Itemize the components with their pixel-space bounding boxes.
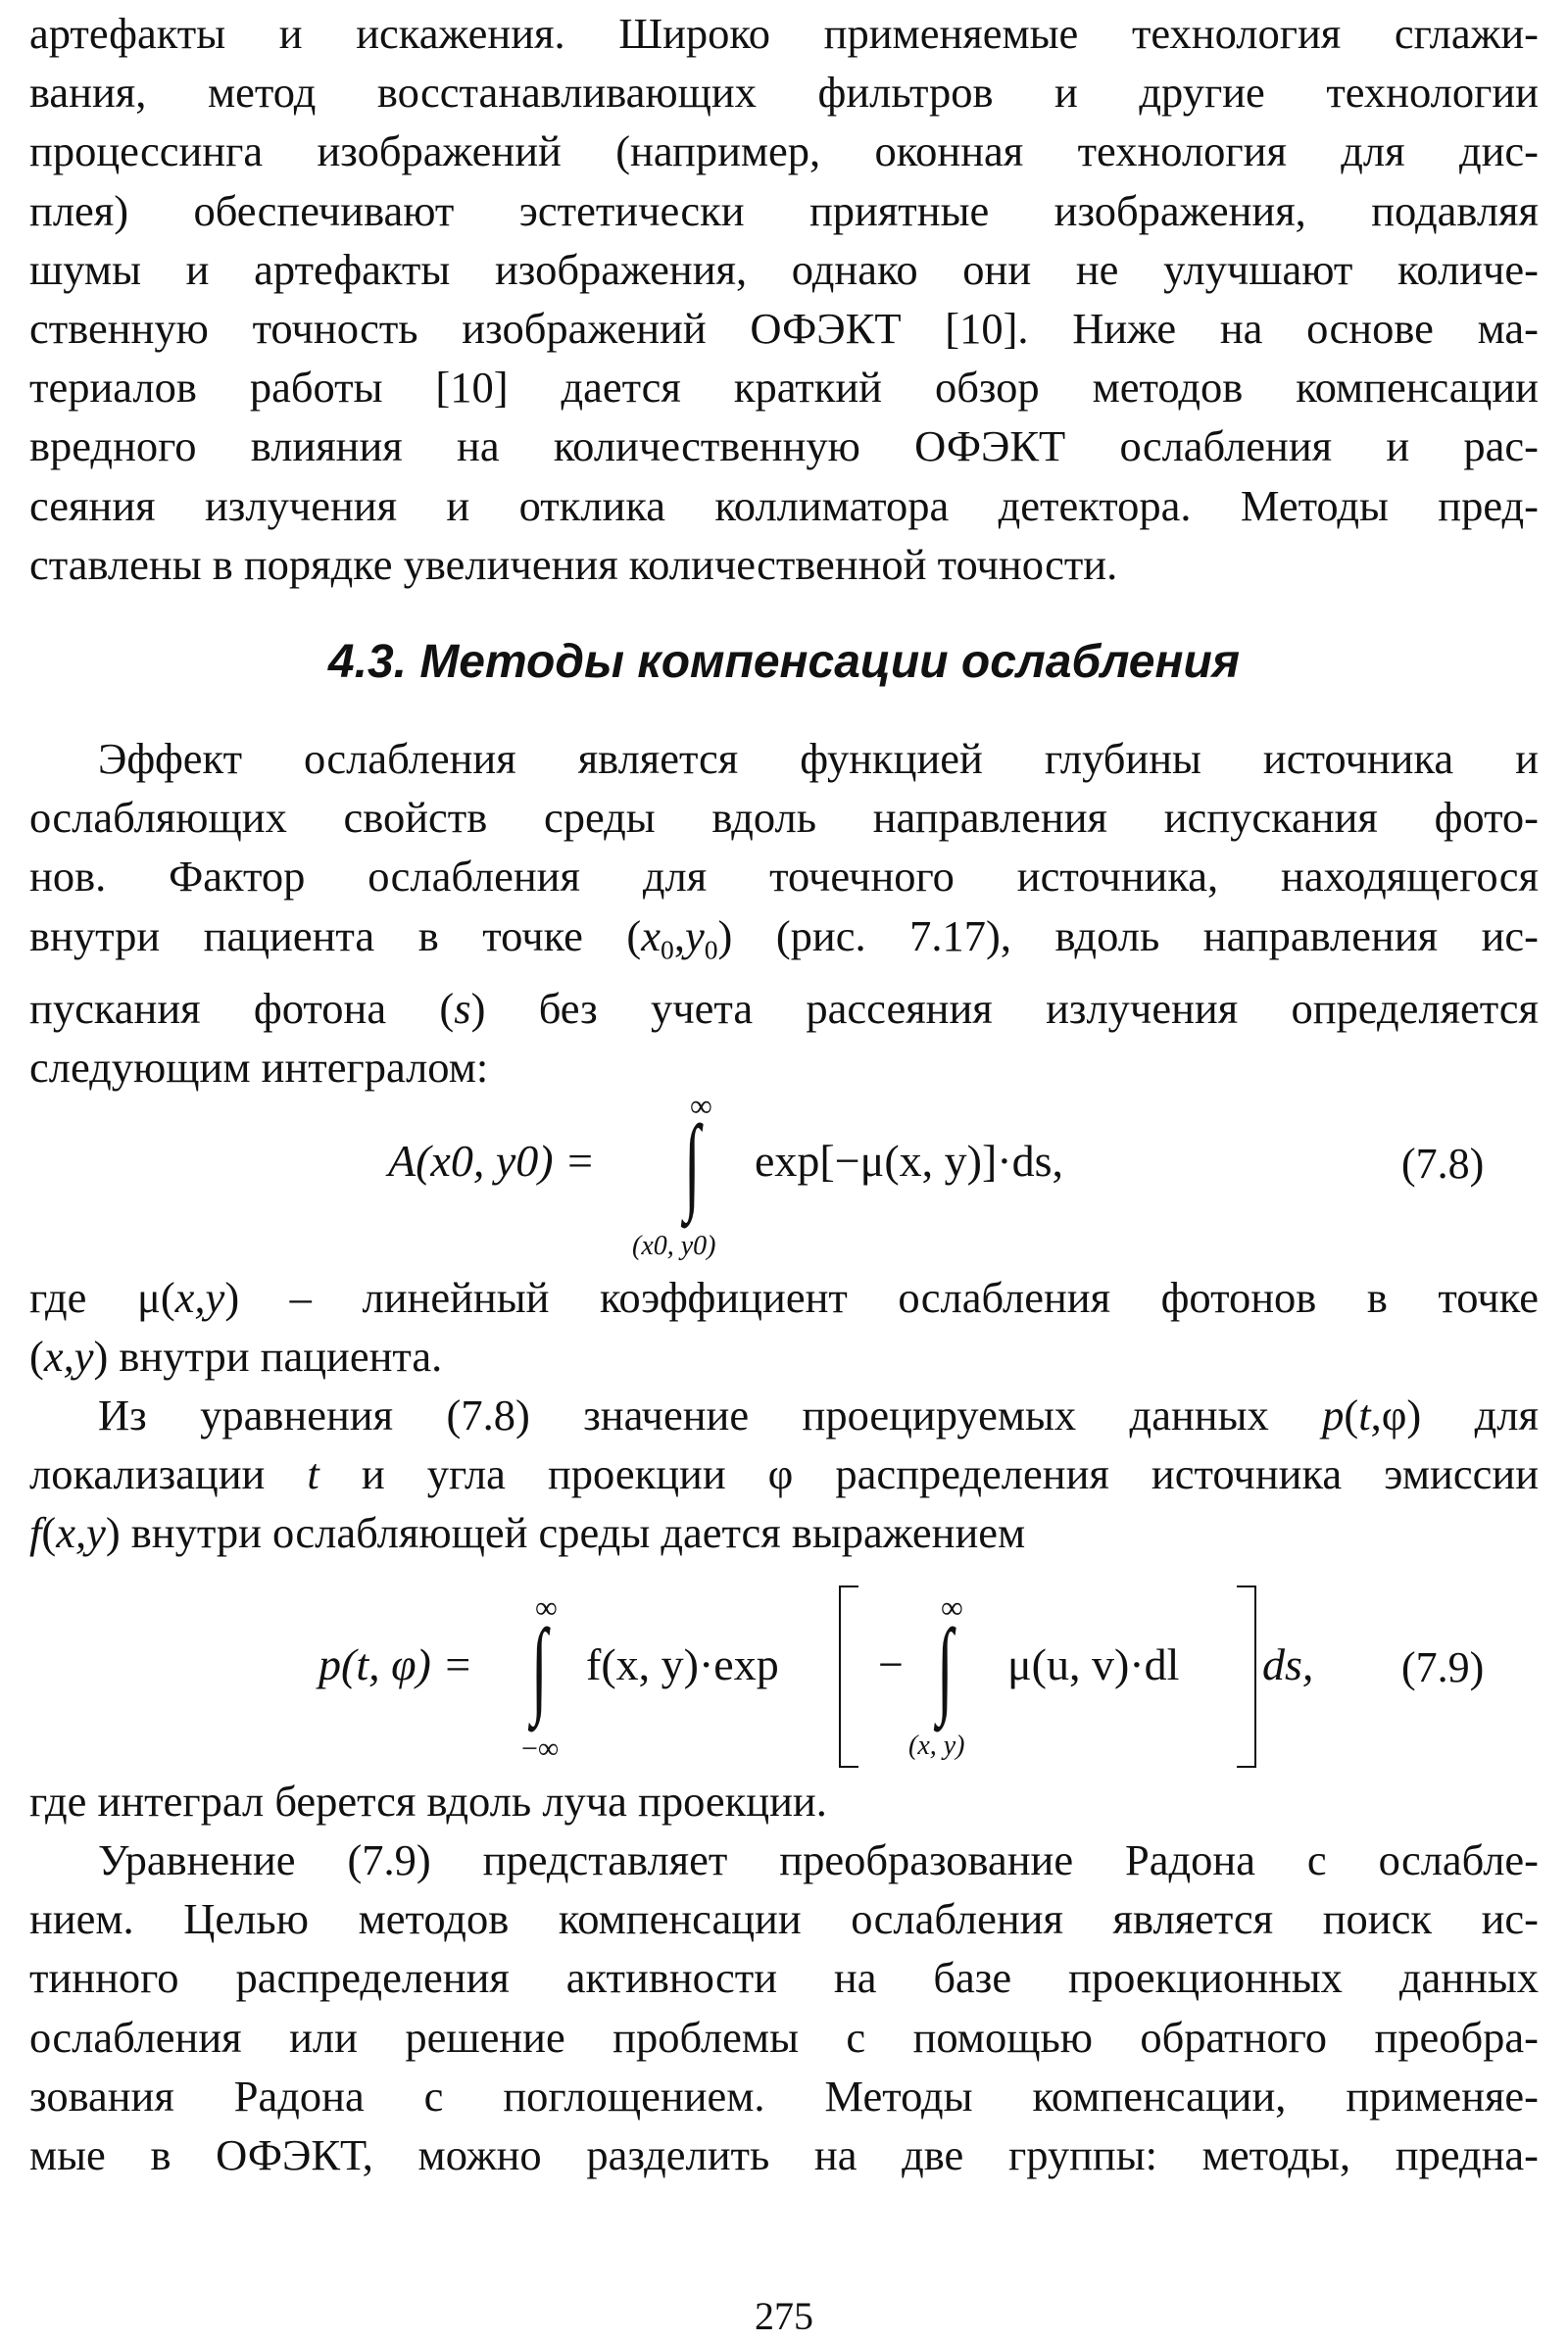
equation-lhs: A(x0, y0) = (388, 1136, 596, 1186)
integral-sign: ∫ (531, 1607, 548, 1727)
paragraph-integral-note (29, 1772, 1539, 1830)
text-line (29, 906, 1539, 979)
text-line: следующим интегралом: (29, 1043, 489, 1093)
equation-7-8 (29, 1088, 1539, 1274)
inner-integrand: μ(u, v)·dl (1007, 1639, 1180, 1689)
text-line: Уравнение (7.9) представляет преобразование Радона с ослабле- (98, 1835, 1539, 1884)
variable: f (29, 1508, 42, 1558)
text-segment: ( (29, 1332, 44, 1382)
text-line: плея) обеспечивают эстетически приятные изображения, подавляя (29, 185, 1539, 235)
variable: x,y (174, 1273, 225, 1322)
text-line: вания, метод восстанавливающих фильтров и другие технологии (29, 68, 1539, 118)
equation-7-9 (29, 1568, 1539, 1764)
intro-paragraph (29, 4, 1539, 594)
variable: x,y (56, 1508, 106, 1558)
text-line: ственную точность изображений ОФЭКТ [10]. Ниже на основе ма- (29, 304, 1539, 354)
text-line: f(x,y) внутри ослабляющей среды дается выражением (29, 1508, 1026, 1558)
text-segment: ) без учета рассеяния излучения определяется (470, 984, 1539, 1034)
variable: x (641, 910, 662, 960)
integral-lower-limit: (x0, y0) (632, 1231, 716, 1261)
text-segment: где μ( (29, 1273, 175, 1322)
minus-sign: − (878, 1639, 904, 1689)
text-line: артефакты и искажения. Широко применяемые технология сглажи- (29, 9, 1539, 58)
text-line: сеяния излучения и отклика коллиматора детектора. Методы пред- (29, 480, 1539, 530)
integral-lower-limit: −∞ (521, 1732, 560, 1765)
inner-integral-upper-limit: ∞ (941, 1589, 963, 1625)
text-segment: локализации (29, 1449, 308, 1499)
text-segment: пускания фотона ( (29, 984, 455, 1034)
subscript: 0 (704, 933, 718, 964)
text-line: ослабления или решение проблемы с помощью обратного преобра- (29, 2012, 1539, 2062)
left-bracket (839, 1586, 858, 1768)
text-line: мые в ОФЭКТ, можно разделить на две группы: методы, предна- (29, 2130, 1539, 2180)
text-line: тинного распределения активности на базе проекционных данных (29, 1953, 1539, 2003)
variable: y (684, 910, 705, 960)
text-segment: , (673, 910, 685, 960)
text-segment: внутри пациента в точке ( (29, 910, 642, 960)
text-segment: ,φ) для (1370, 1391, 1539, 1439)
text-line: процессинга изображений (например, оконная технология для дис- (29, 126, 1539, 176)
equation-integrand: exp[−μ(x, y)]·ds, (755, 1136, 1064, 1186)
variable: t (307, 1449, 319, 1499)
variable: x,y (43, 1332, 94, 1382)
text-segment: Из уравнения (7.8) значение проецируемых данных (98, 1391, 1323, 1439)
text-line (29, 979, 1539, 1038)
text-segment: ) (рис. 7.17), вдоль направления ис- (717, 910, 1539, 960)
paragraph-attenuation-effect (29, 729, 1539, 1097)
integral-sign: ∫ (684, 1103, 701, 1223)
text-line (29, 1327, 1539, 1386)
variable: t (1358, 1391, 1371, 1439)
document-page (29, 0, 1539, 2342)
text-line: ставлены в порядке увеличения количественной точности. (29, 539, 1118, 589)
paragraph-projection-data (29, 1386, 1539, 1563)
integral-upper-limit: ∞ (535, 1589, 558, 1625)
text-line: шумы и артефакты изображения, однако они не улучшают количе- (29, 244, 1539, 294)
inner-integral-sign: ∫ (937, 1607, 954, 1727)
subscript: 0 (661, 933, 674, 964)
text-segment: и угла проекции φ распределения источника эмиссии (318, 1449, 1540, 1499)
text-segment: ) – линейный коэффициент ослабления фотонов в точке (224, 1273, 1539, 1322)
paragraph-radon-transform (29, 1830, 1539, 2184)
text-line: ослабляющих свойств среды вдоль направления испускания фото- (29, 793, 1539, 843)
section-heading: 4.3. Методы компенсации ослабления (327, 636, 1241, 688)
equation-number: (7.9) (1401, 1643, 1485, 1691)
text-line: где интеграл берется вдоль луча проекции. (29, 1777, 827, 1826)
inner-integral-lower-limit: (x, y) (908, 1731, 965, 1761)
text-line (29, 1268, 1539, 1327)
text-segment: ) внутри ослабляющей среды дается выражением (105, 1508, 1026, 1558)
equation-lhs: p(t, φ) = (318, 1639, 473, 1689)
equation-number: (7.8) (1401, 1140, 1485, 1188)
text-line: териалов работы [10] дается краткий обзор методов компенсации (29, 363, 1539, 413)
text-line: Из уравнения (7.8) значение проецируемых данных p(t,φ) для (98, 1391, 1539, 1439)
text-line (29, 1444, 1539, 1503)
text-line: вредного влияния на количественную ОФЭКТ ослабления и рас- (29, 421, 1539, 471)
equation-tail: ds, (1262, 1639, 1314, 1689)
variable: p (1322, 1391, 1345, 1439)
text-segment: ) внутри пациента. (93, 1332, 443, 1382)
page-number: 275 (755, 2294, 813, 2338)
text-line: Эффект ослабления является функцией глубины источника и (98, 734, 1539, 783)
text-line: нов. Фактор ослабления для точечного источника, находящегося (29, 852, 1539, 902)
text-line: нием. Целью методов компенсации ослабления является поиск ис- (29, 1894, 1539, 1944)
integral-upper-limit: ∞ (690, 1088, 712, 1123)
paragraph-mu-definition (29, 1268, 1539, 1386)
variable: s (454, 984, 471, 1034)
equation-integrand: f(x, y)·exp (586, 1639, 779, 1689)
right-bracket (1237, 1586, 1256, 1768)
text-line: зования Радона с поглощением. Методы компенсации, применяе- (29, 2071, 1539, 2121)
